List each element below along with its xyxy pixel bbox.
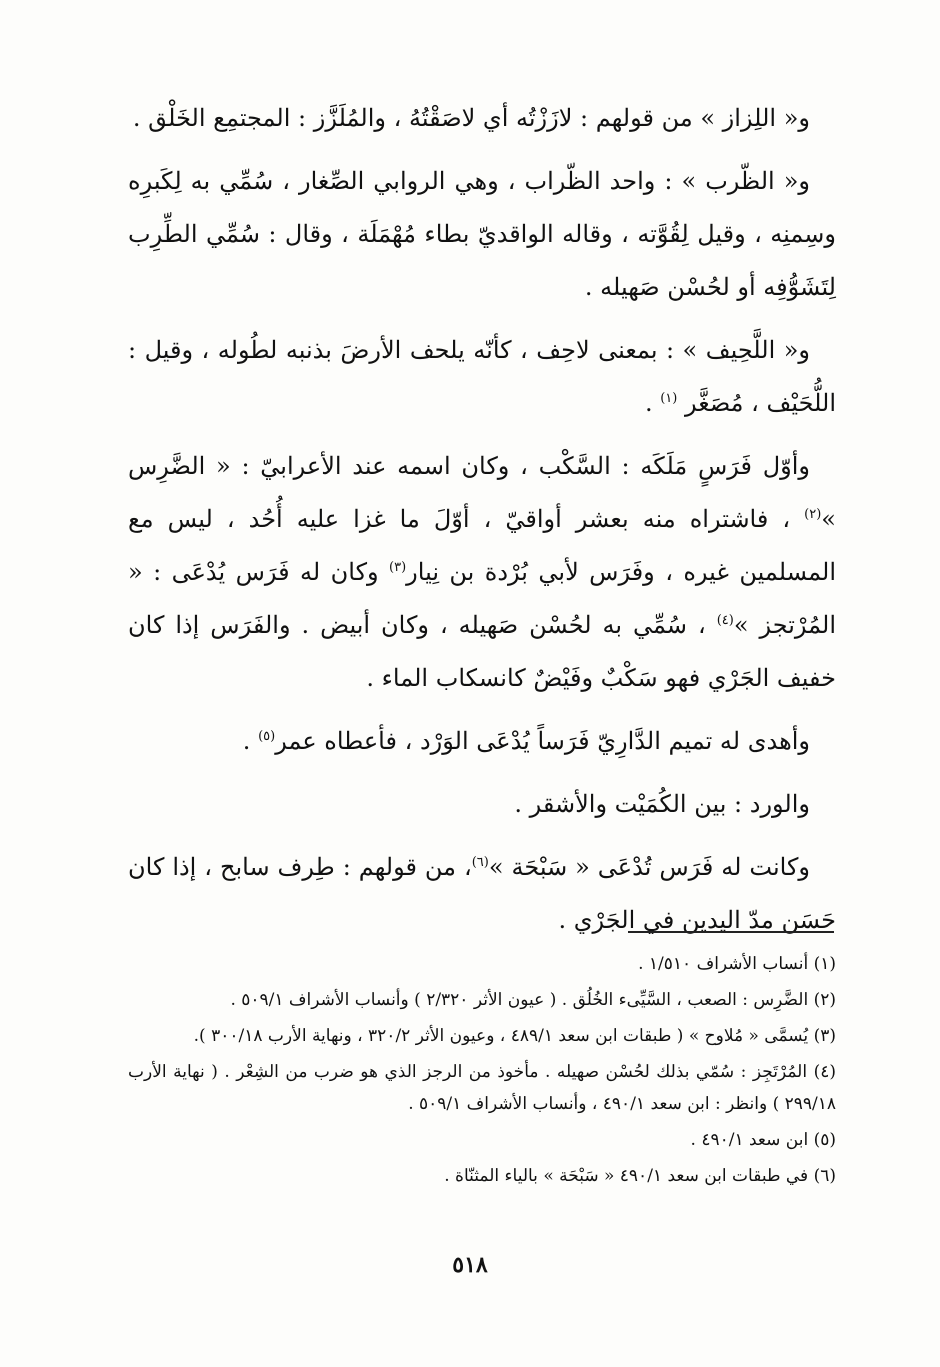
paragraph-text: ، فاشتراه منه بعشر أواقيّ ، أوّلَ ما غزا عليه أُحُد ، ليس مع المسلمين غيره ، وفَرَس لأبي بُرْدة بن نِيار <box>128 505 836 586</box>
page-number: ٥١٨ <box>452 1252 488 1278</box>
footnote-marker: (١) <box>660 391 678 406</box>
paragraph-text: ، سُمِّي به لحُسْن صَهيله ، وكان أبيض . والفَرَس إذا كان خفيف الجَرْي فهو سَكْبٌ وفَيْضٌ كانسكاب الماء . <box>128 611 836 692</box>
footnote-3: (٣) يُسمَّى « مُلاوح » ( طبقات ابن سعد ٤٨٩/١ ، وعيون الأثر ٣٢٠/٢ ، ونهاية الأرب ٣٠٠/١٨ ). <box>193 1026 836 1046</box>
footnote-4: (٤) المُرْتَجِز : سُمّي بذلك لحُسْن صهيله . مأخوذ من الرجز الذي هو ضرب من الشِعْر . ( نهاية الأرب ٢٩٩/١٨ ) وانظر : ابن سعد ٤٩٠/١ ، وأنساب الأشراف ٥٠٩/١ . <box>128 1062 836 1114</box>
paragraph-text: وكان له فَرَس يُدْعَى : « المُرْتجز » <box>128 558 836 639</box>
paragraph-text: وأهدى له تميم الدَّارِيّ فَرَساً يُدْعَى الوَرْد ، فأعطاه عمر <box>275 727 810 755</box>
paragraph-text: و« اللَّحِيف » : بمعنى لاحِف ، كأنّه يلحف الأرضَ بذنبه لطُوله ، وقيل : اللُّحَيْف ، مُصَغَّر <box>128 336 836 417</box>
paragraph-text: وأوّل فَرَسٍ مَلَكَه : السَّكْب ، وكان اسمه عند الأعرابيّ : « الضَّرِس » <box>128 452 836 533</box>
paragraph-lahif <box>128 324 836 430</box>
footnote-marker: (٤) <box>716 613 734 628</box>
footnote-marker: (٣) <box>389 560 407 575</box>
paragraph-text: و« الظّرب » : واحد الظّراب ، وهي الروابي الصِّغار ، سُمِّي به لِكَبرِه وسِمنِه ، وقيل لِقُوَّته ، وقاله الواقديّ بطاء مُهْمَلَة ، وقال : سُمِّي الطِّرِب لِتَشَوُّفِه أو لحُسْن صَهيله . <box>128 167 836 301</box>
paragraph-lizaz <box>128 92 836 145</box>
footnote-1: (١) أنساب الأشراف ١/٥١٠ . <box>638 954 836 974</box>
paragraph-text: وكانت له فَرَس تُدْعَى « سَبْحَة » <box>488 853 810 881</box>
footnote-marker: (٦) <box>471 855 489 870</box>
paragraph-text: ، من قولهم : طِرف سابح ، إذا كان حَسَن مدّ اليدين في الجَرْي . <box>128 853 836 934</box>
footnote-2: (٢) الضَّرِس : الصعب ، السَّيِّىء الخُلُق . ( عيون الأثر ٢/٣٢٠ ) وأنساب الأشراف ٥٠٩/١ . <box>230 990 836 1010</box>
period: . <box>242 727 259 755</box>
footnote-marker: (٥) <box>258 729 276 744</box>
paragraph-text: والورد : بين الكُمَيْت والأشقر . <box>514 790 810 818</box>
footnotes <box>128 948 836 1196</box>
footnote-divider <box>628 931 834 933</box>
paragraph-zarib <box>128 155 836 314</box>
paragraph-text: و« اللِزاز » من قولهم : لازَزْتُه أي لاصَقْتُهُ ، والمُلَزَّز : المجتمِع الخَلْق . <box>132 104 810 132</box>
paragraph-ward <box>128 715 836 768</box>
period: . <box>644 389 661 417</box>
main-text <box>128 92 836 957</box>
paragraph-ward-color <box>128 778 836 831</box>
footnote-6: (٦) في طبقات ابن سعد ٤٩٠/١ « سَبْحَة » بالياء المثنّاة . <box>444 1166 836 1186</box>
footnote-marker: (٢) <box>804 507 822 522</box>
paragraph-sakb <box>128 440 836 705</box>
footnote-5: (٥) ابن سعد ٤٩٠/١ . <box>690 1130 836 1150</box>
